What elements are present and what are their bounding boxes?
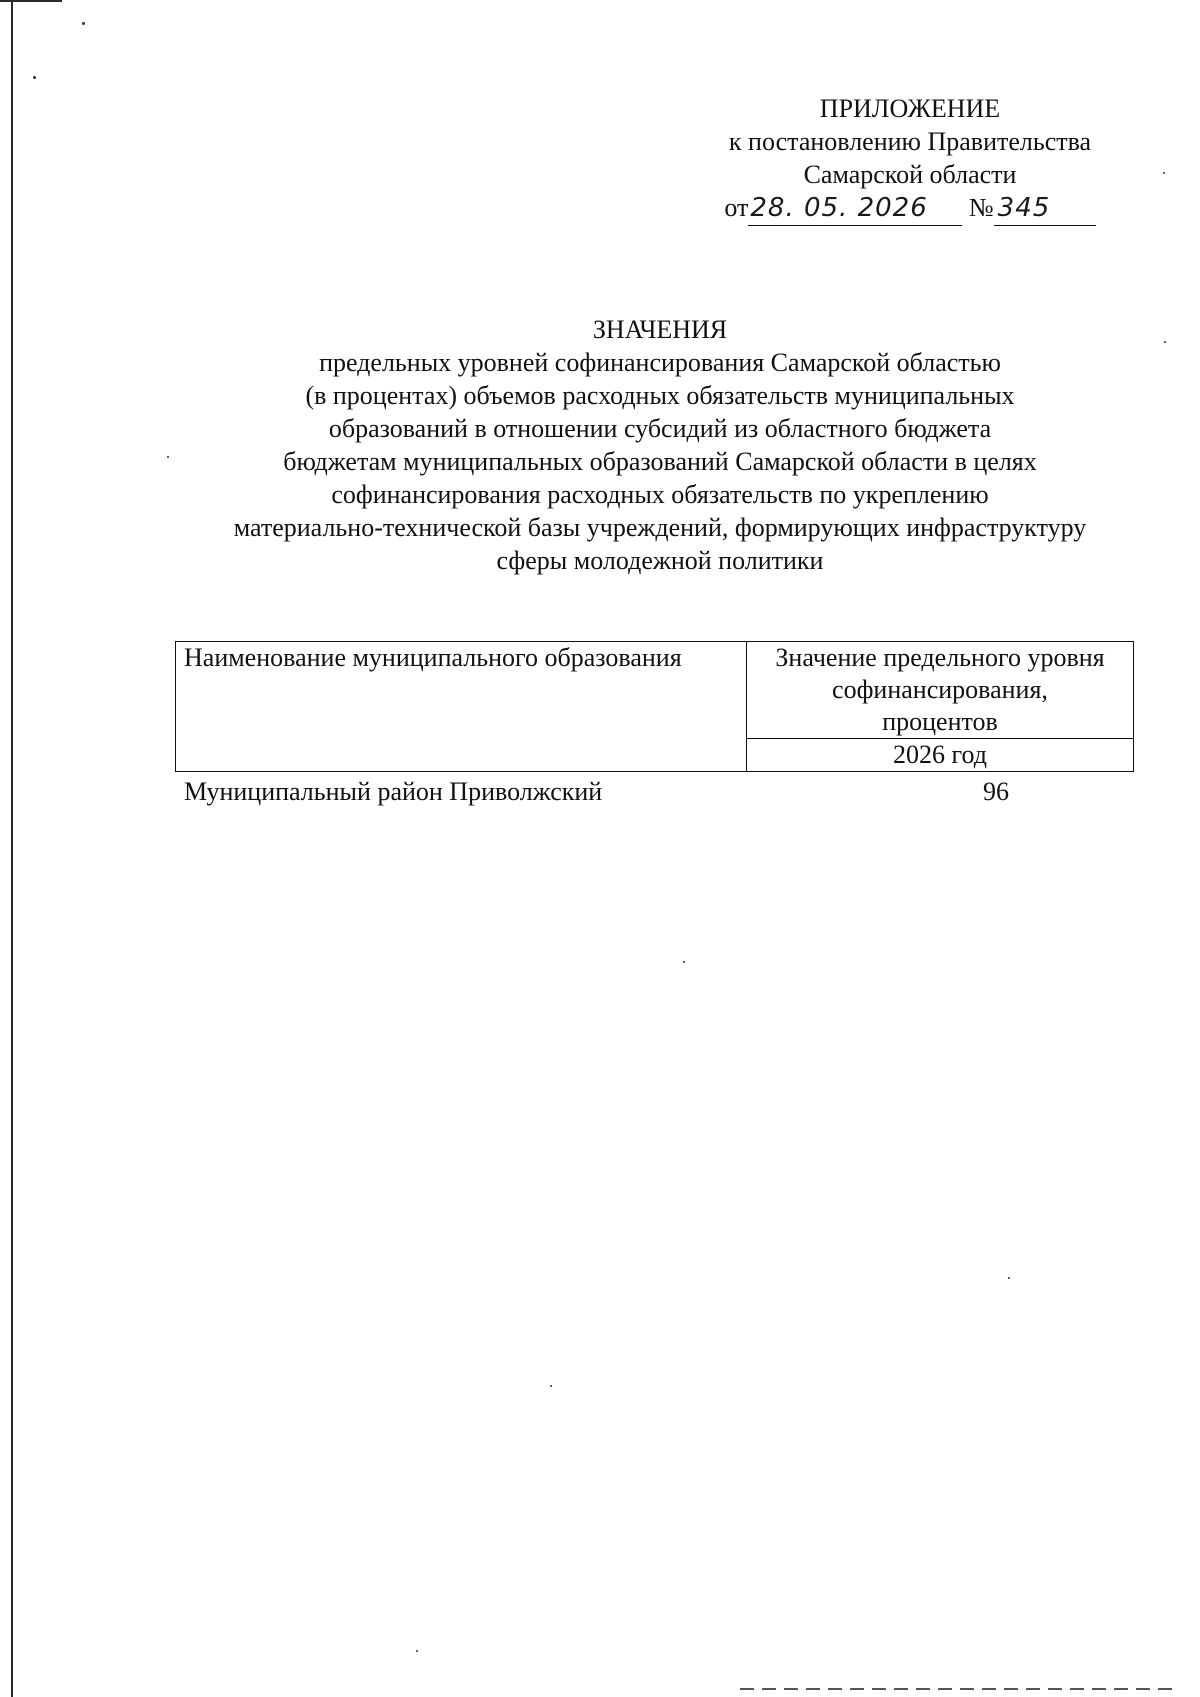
- header-cofinancing-value: [747, 642, 1134, 739]
- scan-edge-left: [11, 0, 13, 1697]
- scan-bottom-noise: [740, 1688, 1180, 1690]
- header-value-line: процентов: [882, 707, 998, 736]
- header-value-line: софинансирования,: [832, 675, 1048, 704]
- scan-edge-top: [0, 0, 62, 2]
- date-number-row: [724, 191, 1095, 226]
- municipality-name: Муниципальный район Приволжский: [184, 777, 603, 806]
- scan-speck: [1163, 172, 1165, 174]
- limits-table: [175, 641, 1134, 772]
- scan-speck: [82, 22, 85, 25]
- region-name: Самарской области: [803, 160, 1017, 189]
- handwritten-date: 28. 05. 2026: [748, 192, 962, 226]
- handwritten-number: 345: [994, 192, 1096, 226]
- scan-speck: [683, 961, 685, 963]
- title-line: образований в отношении субсидий из областного бюджета: [328, 414, 992, 443]
- document-title: [150, 313, 1170, 577]
- header-value-line: Значение предельного уровня: [775, 643, 1105, 672]
- date-prefix: от: [724, 193, 749, 222]
- appendix-word: ПРИЛОЖЕНИЕ: [819, 94, 1001, 123]
- cofinancing-value: 96: [983, 777, 1009, 806]
- header-municipality-name: Наименование муниципального образования: [176, 642, 747, 772]
- title-line: материально-технической базы учреждений, формирующих инфраструктуру: [233, 513, 1087, 542]
- scan-speck: [33, 76, 36, 79]
- scan-speck: [416, 1650, 418, 1652]
- title-line: (в процентах) объемов расходных обязательств муниципальных: [305, 381, 1015, 410]
- scan-speck: [1008, 1277, 1010, 1279]
- title-heading: ЗНАЧЕНИЯ: [592, 315, 728, 344]
- number-sign: №: [968, 193, 994, 222]
- title-line: бюджетам муниципальных образований Самарской области в целях: [283, 447, 1037, 476]
- resolution-reference: к постановлению Правительства: [728, 127, 1092, 156]
- header-year: 2026 год: [747, 739, 1134, 772]
- title-line: предельных уровней софинансирования Самарской областью: [319, 348, 1001, 377]
- appendix-header: [700, 92, 1120, 226]
- scan-speck: [550, 1385, 552, 1387]
- title-line: сферы молодежной политики: [496, 546, 824, 575]
- title-line: софинансирования расходных обязательств по укреплению: [331, 480, 989, 509]
